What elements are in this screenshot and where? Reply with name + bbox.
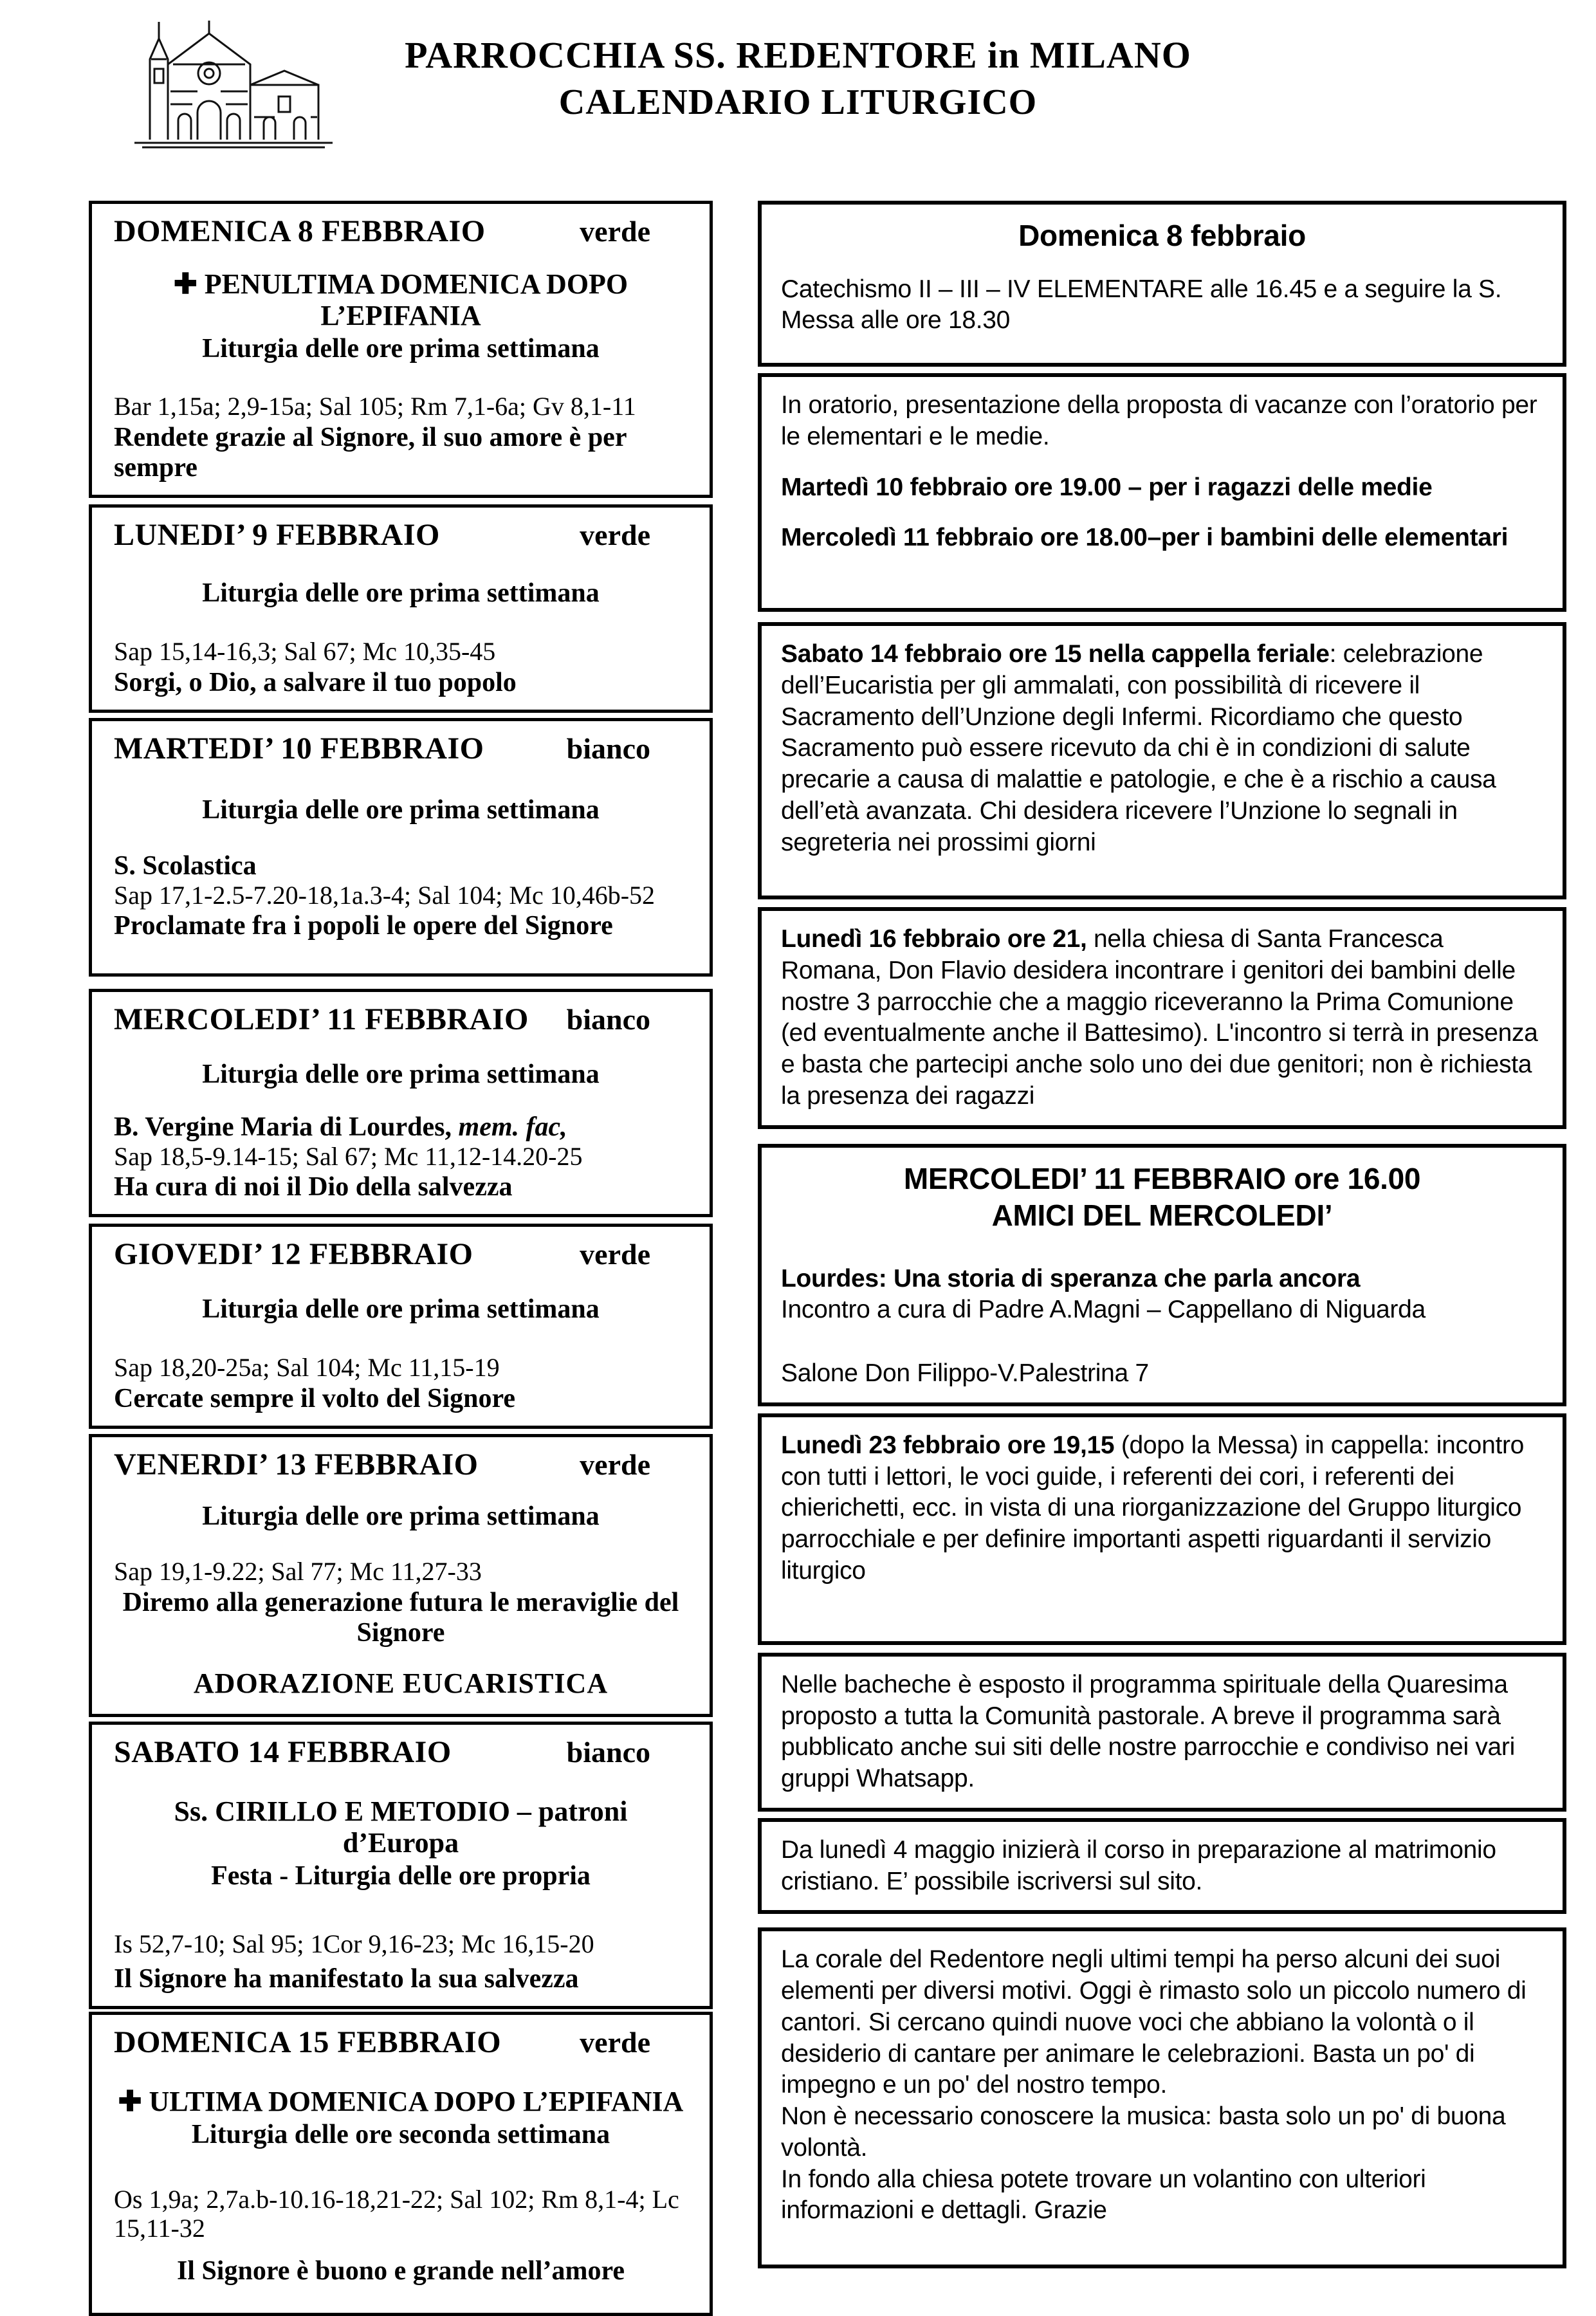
text-run: Mercoledì 11 febbraio ore 18.00–per i bambini delle elementari: [781, 524, 1509, 552]
day-title: LUNEDI’ 9 FEBBRAIO: [114, 518, 440, 553]
notice-box: [758, 373, 1566, 612]
text-run: Liturgia delle ore prima settimana: [202, 578, 600, 608]
text-run: Bar 1,15a; 2,9-15a; Sal 105; Rm 7,1-6a; Gv 8,1-11: [114, 392, 636, 421]
text-run: Il Signore ha manifestato la sua salvezza: [114, 1964, 579, 1994]
day-box: [89, 504, 713, 713]
text-run: Liturgia delle ore prima settimana: [202, 1294, 600, 1325]
text-run: Liturgia delle ore prima settimana: [202, 1059, 600, 1089]
rbody-line: [781, 472, 1543, 504]
day-title: SABATO 14 FEBBRAIO: [114, 1735, 452, 1770]
text-run: ✚ ULTIMA DOMENICA DOPO L’EPIFANIA: [118, 2085, 684, 2117]
text-run: Sap 18,20-25a; Sal 104; Mc 11,15-19: [114, 1353, 500, 1383]
notice-box: [758, 1413, 1566, 1645]
response-line: [114, 1384, 688, 1414]
text-run: nella chiesa di Santa Francesca Romana, Don Flavio desidera incontrare i genitori dei bambini delle nostre 3 parrocchie che a maggio riceveranno la Prima Comunione (ed eventualmente anche il Battesimo). L'incontro si terrà in presenza e basta che partecipi anche solo uno dei due genitori; non è richiesta la presenza dei ragazzi: [781, 925, 1538, 1110]
text-run: Liturgia delle ore prima settimana: [202, 1501, 600, 1531]
text-run: Liturgia delle ore prima settimana: [202, 334, 600, 364]
day-box: [89, 1224, 713, 1429]
rbody-line: [781, 1944, 1543, 2101]
text-run: Sap 15,14-16,3; Sal 67; Mc 10,35-45: [114, 636, 496, 666]
rbody-line: [781, 2164, 1543, 2227]
text-run: Cercate sempre il volto del Signore: [114, 1384, 516, 1413]
liturgy-line: [114, 1060, 688, 1090]
liturgical-days-column: [89, 201, 713, 2316]
liturgical-color-label: verde: [580, 215, 650, 248]
text-run: Il Signore è buono e grande nell’amore: [176, 2256, 625, 2286]
text-run: Domenica 8 febbraio: [1018, 219, 1306, 252]
text-run: ✚ PENULTIMA DOMENICA DOPO L’EPIFANIA: [173, 268, 628, 332]
liturgy-line: [114, 578, 688, 609]
saint-line: [114, 851, 688, 881]
readings-line: [114, 1558, 688, 1586]
text-run: Ss. CIRILLO E METODIO – patroni d’Europa: [174, 1795, 628, 1859]
readings-line: [114, 1354, 688, 1383]
adoration-line: [114, 1668, 688, 1699]
day-header: [114, 1237, 688, 1272]
text-run: Proclamate fra i popoli le opere del Signore: [114, 911, 613, 941]
notice-box: [758, 1818, 1566, 1915]
day-title: DOMENICA 15 FEBBRAIO: [114, 2025, 502, 2060]
text-run: Sap 19,1-9.22; Sal 77; Mc 11,27-33: [114, 1556, 482, 1586]
text-run: : celebrazione dell’Eucaristia per gli ammalati, con possibilità di ricevere il Sacramento dell’Unzione degli Infermi. Ricordiamo che questo Sacramento può essere ricevuto da chi è in condizioni di salute precarie a causa di malattie e patologie, e che è a rischio a causa dell’età avanzata. Chi desidera ricevere l’Unzione lo segnali in segreteria nei prossimi giorni: [781, 640, 1496, 856]
day-box: [89, 201, 713, 498]
text-run: Da lunedì 4 maggio inizierà il corso in preparazione al matrimonio cristiano. E’ possibile iscriversi sul sito.: [781, 1835, 1496, 1895]
response-line: [114, 1964, 688, 1994]
text-run: Is 52,7-10; Sal 95; 1Cor 9,16-23; Mc 16,15-20: [114, 1929, 594, 1959]
text-run: Nelle bacheche è esposto il programma spirituale della Quaresima proposto a tutta la Comunità pastorale. A breve il programma sarà pubblicato anche sui siti delle nostre parrocchie e condiviso nei vari gruppi Whatsapp.: [781, 1670, 1515, 1792]
liturgy-line: [114, 1294, 688, 1325]
parish-title: PARROCCHIA SS. REDENTORE in MILANO: [405, 34, 1191, 76]
text-run: Festa - Liturgia delle ore propria: [211, 1861, 591, 1891]
day-box: [89, 1722, 713, 2009]
rbody-line: [781, 1294, 1543, 1326]
feast-line: [114, 268, 688, 332]
readings-line: [114, 881, 688, 910]
readings-line: [114, 392, 688, 421]
text-run: In fondo alla chiesa potete trovare un volantino con ulteriori informazioni e dettagli. Grazie: [781, 2165, 1426, 2225]
liturgical-color-label: verde: [580, 519, 650, 552]
text-run: Salone Don Filippo-V.Palestrina 7: [781, 1359, 1149, 1387]
calendar-subtitle: CALENDARIO LITURGICO: [558, 82, 1038, 122]
rtitle-line: [781, 1197, 1543, 1235]
day-title: DOMENICA 8 FEBBRAIO: [114, 214, 486, 248]
text-run: Martedì 10 febbraio ore 19.00 – per i ragazzi delle medie: [781, 473, 1433, 501]
liturgy-line: [114, 334, 688, 364]
text-run: In oratorio, presentazione della proposta di vacanze con l’oratorio per le elementari e le medie.: [781, 391, 1537, 450]
saint-line: [114, 1112, 688, 1143]
day-header: [114, 518, 688, 553]
day-title: MERCOLEDI’ 11 FEBBRAIO: [114, 1002, 529, 1036]
rbody-line: [781, 639, 1543, 858]
readings-line: [114, 1143, 688, 1172]
rbody-line: [781, 274, 1543, 337]
rbody-line: [781, 1835, 1543, 1898]
notice-box: [758, 1927, 1566, 2268]
response-line: [114, 1588, 688, 1648]
liturgical-color-label: verde: [580, 1238, 650, 1271]
response-line: [114, 668, 688, 698]
notice-box: [758, 1653, 1566, 1812]
text-run: AMICI DEL MERCOLEDI’: [991, 1199, 1333, 1232]
liturgy-line: [114, 1502, 688, 1532]
text-run: Sabato 14 febbraio ore 15 nella cappella feriale: [781, 640, 1330, 668]
text-run: MERCOLEDI’ 11 FEBBRAIO ore 16.00: [903, 1161, 1421, 1195]
text-run: B. Vergine Maria di Lourdes,: [114, 1112, 452, 1142]
announcements-column: [758, 201, 1566, 2268]
rbody-line: [781, 390, 1543, 453]
response-line: [114, 911, 688, 941]
rbody-line: [781, 1264, 1543, 1295]
notice-box: [758, 1144, 1566, 1406]
day-header: [114, 214, 688, 249]
text-run: La corale del Redentore negli ultimi tempi ha perso alcuni dei suoi elementi per diversi motivi. Oggi è rimasto solo un piccolo numero di cantori. Si cercano quindi nuove voci che abbiano la volontà o il desiderio di cantare per animare le celebrazioni. Basta un po' di impegno e un po' del nostro tempo.: [781, 1945, 1527, 2099]
liturgical-color-label: bianco: [566, 1736, 650, 1769]
feast-line: [114, 1796, 688, 1859]
text-run: (dopo la Messa) in cappella: incontro con tutti i lettori, le voci guide, i referenti dei cori, i referenti dei chierichetti, ecc. in vista di una riorganizzazione del Gruppo liturgico parrocchiale e per definire importanti aspetti riguardanti il servizio liturgico: [781, 1431, 1525, 1585]
day-box: [89, 989, 713, 1218]
rbody-line: [781, 522, 1543, 554]
text-run: S. Scolastica: [114, 850, 257, 881]
day-box: [89, 718, 713, 977]
notice-box: [758, 622, 1566, 899]
day-header: [114, 1002, 688, 1037]
text-run: Ha cura di noi il Dio della salvezza: [114, 1172, 513, 1202]
day-box: [89, 2012, 713, 2316]
notice-box: [758, 907, 1566, 1129]
day-title: MARTEDI’ 10 FEBBRAIO: [114, 731, 484, 766]
rbody-line: [781, 1430, 1543, 1587]
text-run: Lourdes: Una storia di speranza che parla ancora: [781, 1264, 1361, 1292]
rbody-line: [781, 924, 1543, 1112]
day-header: [114, 1735, 688, 1770]
text-run: Rendete grazie al Signore, il suo amore è per sempre: [114, 423, 627, 483]
text-run: Os 1,9a; 2,7a.b-10.16-18,21-22; Sal 102; Rm 8,1-4; Lc 15,11-32: [114, 2185, 679, 2243]
page-header: [0, 33, 1596, 123]
rtitle-line: [781, 217, 1543, 255]
day-title: GIOVEDI’ 12 FEBBRAIO: [114, 1237, 473, 1272]
text-run: Non è necessario conoscere la musica: basta solo un po' di buona volontà.: [781, 2102, 1506, 2162]
text-run: Lunedì 23 febbraio ore 19,15: [781, 1431, 1115, 1459]
text-run: Lunedì 16 febbraio ore 21,: [781, 925, 1087, 953]
text-run: Sap 17,1-2.5-7.20-18,1a.3-4; Sal 104; Mc 10,46b-52: [114, 880, 656, 910]
text-run: Liturgia delle ore seconda settimana: [191, 2120, 610, 2150]
liturgy-line: [114, 1861, 688, 1891]
text-run: Liturgia delle ore prima settimana: [202, 795, 600, 825]
feast-line: [114, 2086, 688, 2117]
liturgical-color-label: verde: [580, 2026, 650, 2059]
rbody-line: [781, 1358, 1543, 1390]
text-run: Sorgi, o Dio, a salvare il tuo popolo: [114, 667, 517, 697]
text-run: ADORAZIONE EUCARISTICA: [193, 1667, 609, 1699]
day-header: [114, 2025, 688, 2060]
text-run: Catechismo II – III – IV ELEMENTARE alle 16.45 e a seguire la S. Messa alle ore 18.30: [781, 275, 1502, 335]
readings-line: [114, 2185, 688, 2243]
response-line: [114, 2256, 688, 2286]
readings-line: [114, 638, 688, 666]
response-line: [114, 1172, 688, 1202]
day-box: [89, 1434, 713, 1717]
liturgy-line: [114, 795, 688, 825]
liturgy-line: [114, 2120, 688, 2150]
liturgical-color-label: bianco: [566, 1002, 650, 1036]
liturgical-color-label: verde: [580, 1448, 650, 1482]
rbody-line: [781, 1669, 1543, 1795]
readings-line: [114, 1930, 688, 1959]
response-line: [114, 423, 688, 483]
day-header: [114, 1448, 688, 1482]
text-run: Sap 18,5-9.14-15; Sal 67; Mc 11,12-14.20-25: [114, 1141, 583, 1171]
notice-box: [758, 201, 1566, 367]
text-run: Diremo alla generazione futura le meraviglie del Signore: [122, 1587, 679, 1648]
day-title: VENERDI’ 13 FEBBRAIO: [114, 1448, 479, 1482]
rbody-line: [781, 2101, 1543, 2164]
text-run: Incontro a cura di Padre A.Magni – Cappellano di Niguarda: [781, 1296, 1426, 1324]
text-run: mem. fac,: [452, 1112, 567, 1142]
liturgical-color-label: bianco: [566, 731, 650, 765]
rtitle-line: [781, 1161, 1543, 1198]
day-header: [114, 731, 688, 766]
